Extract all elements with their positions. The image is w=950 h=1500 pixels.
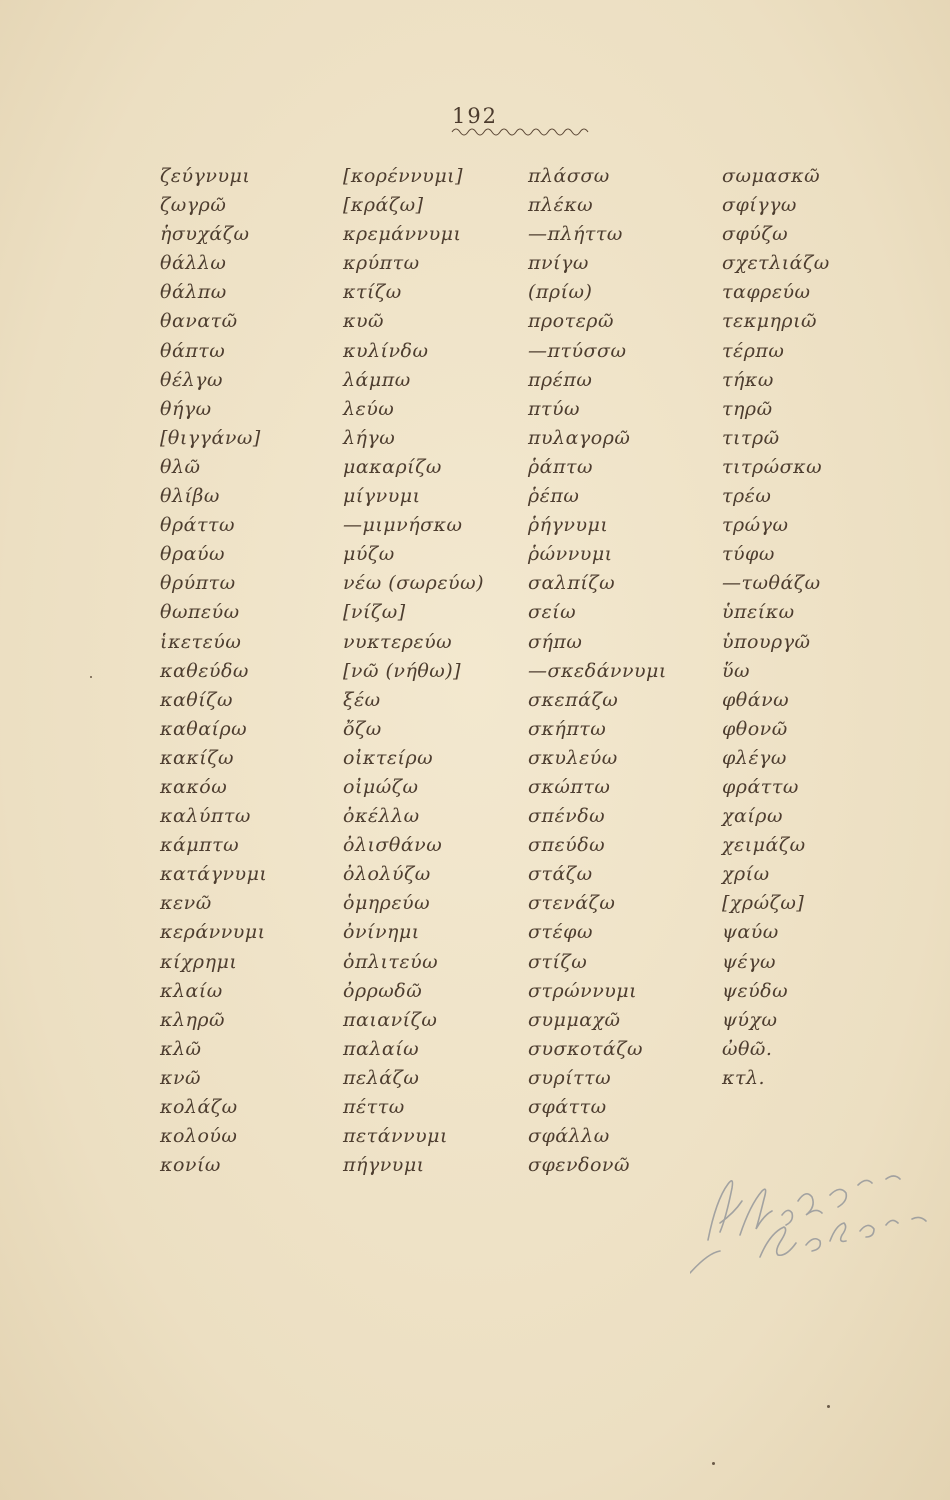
verb-entry: θλῶ [160,455,201,478]
verb-entry: μύζω [343,543,395,566]
verb-entry: καθίζω [160,688,233,711]
verb-entry: ῥέπω [528,485,580,508]
verb-entry: σκώπτω [528,775,611,798]
verb-entry: τιτρώσκω [722,455,823,478]
word-column-4 [722,162,830,1093]
verb-entry: χαίρω [722,805,783,828]
verb-entry: θλίβω [160,485,220,508]
verb-entry: τηρῶ [722,397,773,420]
verb-entry: πνίγω [528,252,589,275]
verb-entry: θραύω [160,543,225,566]
verb-entry: πέττω [343,1096,405,1118]
verb-entry: —σκεδάννυμι [528,659,667,682]
verb-entry: κρεμάννυμι [343,223,462,246]
verb-entry: καλύπτω [160,805,251,828]
verb-entry: ψέγω [722,950,776,973]
verb-entry: σκυλεύω [528,746,618,769]
verb-entry: θήγω [160,397,212,420]
verb-entry: χρίω [722,863,770,886]
verb-entry: τέρπω [722,339,785,362]
verb-entry: κλαίω [160,979,223,1002]
verb-entry: πελάζω [343,1066,420,1089]
verb-entry: σκήπτω [528,717,607,740]
verb-entry: σείω [528,601,577,624]
verb-entry: μίγνυμι [343,485,421,508]
verb-entry: ὀνίνημι [343,921,420,944]
verb-entry: ψαύω [722,921,779,944]
verb-entry: μακαρίζω [343,455,442,478]
verb-entry: κληρῶ [160,1008,226,1031]
verb-entry: κακόω [160,775,228,798]
pencil-marginal-scribble [690,1145,950,1275]
verb-entry: —πτύσσω [528,339,627,362]
verb-entry: σφάττω [528,1096,607,1118]
verb-entry: πτύω [528,397,581,420]
verb-entry: πρέπω [528,368,593,391]
verb-entry: σκεπάζω [528,688,619,711]
verb-entry: σχετλιάζω [722,252,830,275]
verb-entry: κυλίνδω [343,339,429,362]
verb-entry: κλῶ [160,1037,202,1060]
verb-entry: πλάσσω [528,165,610,187]
verb-entry: λήγω [343,426,396,449]
verb-entry: καθαίρω [160,717,248,740]
verb-entry: παλαίω [343,1037,420,1060]
verb-entry: στάζω [528,863,593,886]
ink-speck [90,676,92,678]
verb-entry: σαλπίζω [528,572,616,595]
ink-speck [827,1405,830,1408]
verb-entry: ὕω [722,659,751,682]
verb-entry: τρώγω [722,514,789,537]
page-number: 192 [451,104,499,128]
verb-entry: τήκω [722,368,774,391]
verb-entry: σφύζω [722,223,789,246]
verb-entry: κίχρημι [160,950,238,973]
verb-entry: κυῶ [343,310,385,333]
verb-entry: ὑπουργῶ [722,630,811,653]
verb-entry: προτερῶ [528,310,614,333]
verb-entry: κάμπτω [160,834,240,857]
verb-entry: λάμπω [343,368,411,391]
verb-entry: ξέω [343,688,381,711]
verb-entry: θάπτω [160,339,226,362]
verb-entry: σήπω [528,630,583,653]
verb-entry: σπένδω [528,805,606,828]
verb-entry: κενῶ [160,892,212,915]
verb-entry: κνῶ [160,1066,202,1089]
verb-entry: σφενδονῶ [528,1154,630,1177]
verb-entry: κρύπτω [343,252,420,275]
verb-entry: πλέκω [528,194,594,217]
verb-entry: [κράζω] [343,194,424,217]
verb-entry: ὑπείκω [722,601,795,624]
verb-entry: νυκτερεύω [343,630,453,653]
verb-entry: στίζω [528,950,588,973]
verb-entry: (πρίω) [528,281,593,304]
verb-entry: θάλπω [160,281,227,304]
verb-entry: συσκοτάζω [528,1037,644,1060]
verb-entry: νέω (σωρεύω) [343,572,484,595]
verb-entry: πήγνυμι [343,1154,425,1177]
verb-entry: οἰμώζω [343,775,419,798]
word-column-1 [160,162,267,1180]
verb-entry: σπεύδω [528,834,606,857]
verb-entry: σφίγγω [722,194,797,217]
verb-entry: θωπεύω [160,601,240,624]
verb-entry: ζεύγνυμι [160,165,251,187]
verb-entry: —πλήττω [528,223,623,246]
verb-entry: ῥήγνυμι [528,514,609,537]
verb-entry: κολάζω [160,1096,238,1118]
verb-entry: [νῶ (νήθω)] [343,659,462,682]
ink-speck [712,1462,715,1465]
verb-entry: φράττω [722,775,799,798]
verb-entry: ὁπλιτεύω [343,950,439,973]
verb-entry: κτίζω [343,281,402,304]
word-column-3 [528,162,667,1180]
verb-entry: πυλαγορῶ [528,426,631,449]
verb-entry: κτλ. [722,1066,766,1089]
verb-entry: στρώννυμι [528,979,638,1002]
verb-entry: ταφρεύω [722,281,811,304]
verb-entry: οἰκτείρω [343,746,434,769]
verb-entry: [κορέννυμι] [343,165,464,187]
verb-entry: κολούω [160,1125,238,1148]
verb-entry: ὀλισθάνω [343,834,443,857]
verb-entry: ψύχω [722,1008,778,1031]
word-column-2 [343,162,484,1180]
verb-entry: κεράννυμι [160,921,266,944]
verb-entry: κονίω [160,1154,221,1177]
verb-entry: σωμασκῶ [722,165,821,187]
verb-entry: ὠθῶ. [722,1037,773,1060]
verb-entry: πετάννυμι [343,1125,448,1148]
verb-entry: κακίζω [160,746,234,769]
verb-entry: φθονῶ [722,717,788,740]
verb-entry: ῥώννυμι [528,543,613,566]
verb-entry: θέλγω [160,368,224,391]
wavy-rule-ornament [450,124,590,138]
verb-entry: φλέγω [722,746,787,769]
verb-entry: ὁμηρεύω [343,892,431,915]
verb-entry: θράττω [160,514,235,537]
verb-entry: ὀκέλλω [343,805,420,828]
verb-entry: συμμαχῶ [528,1008,621,1031]
verb-entry: λεύω [343,397,395,420]
verb-entry: θρύπτω [160,572,236,595]
verb-entry: ἡσυχάζω [160,223,250,246]
verb-entry: κατάγνυμι [160,863,268,886]
verb-entry: τρέω [722,485,772,508]
verb-entry: στενάζω [528,892,616,915]
verb-entry: σφάλλω [528,1125,610,1148]
verb-entry: ψεύδω [722,979,789,1002]
verb-entry: τύφω [722,543,775,566]
verb-entry: —τωθάζω [722,572,821,595]
verb-entry: θανατῶ [160,310,238,333]
verb-entry: φθάνω [722,688,790,711]
verb-entry: παιανίζω [343,1008,438,1031]
verb-entry: —μιμνήσκω [343,514,463,537]
verb-entry: ἱκετεύω [160,630,242,653]
verb-entry: ὀρρωδῶ [343,979,423,1002]
verb-entry: τεκμηριῶ [722,310,818,333]
verb-entry: καθεύδω [160,659,249,682]
verb-entry: τιτρῶ [722,426,780,449]
verb-entry: στέφω [528,921,593,944]
verb-entry: συρίττω [528,1066,612,1089]
verb-entry: θάλλω [160,252,227,275]
verb-entry: [χρώζω] [722,892,805,915]
verb-entry: ὄζω [343,717,382,740]
verb-entry: ζωγρῶ [160,194,227,217]
verb-entry: [θιγγάνω] [160,426,261,449]
verb-entry: ῥάπτω [528,455,593,478]
verb-entry: χειμάζω [722,834,806,857]
verb-entry: [νίζω] [343,601,406,624]
verb-entry: ὀλολύζω [343,863,431,886]
